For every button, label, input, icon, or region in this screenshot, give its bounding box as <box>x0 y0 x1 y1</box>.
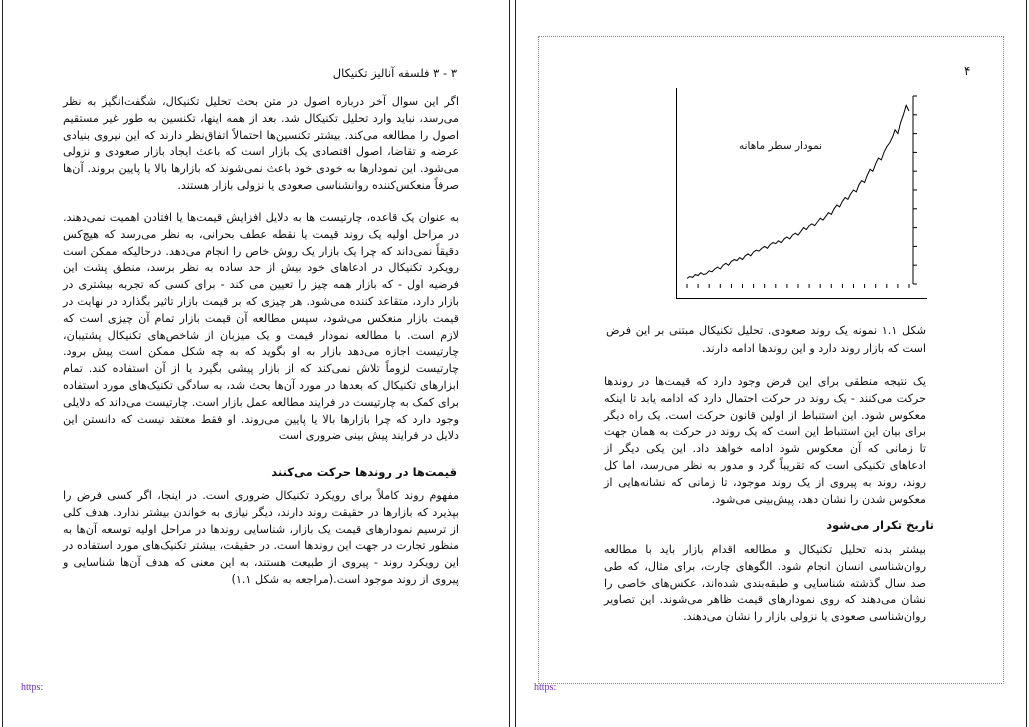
right-page-link[interactable]: https: <box>534 682 557 693</box>
price-chart <box>677 88 927 298</box>
chart-figure <box>676 88 927 299</box>
figure-caption: شکل ۱.۱ نمونه یک روند صعودی. تحلیل تکنیکال مبتنی بر این فرض است که بازار روند دارد و این روندها ادامه دارند. <box>606 324 926 355</box>
left-section-paragraph: مفهوم روند کاملاً برای رویکرد تکنیکال ضروری است. در اینجا، اگر کسی فرض را بپذیرد که بازارها در حقیقت روند دارند، دیگر نیازی به خواندن بیشتر ندارد. هدف کلی از ترسیم نمودارهای قیمت یک بازار، شناسایی روندها در مراحل اولیه توسعه آن‌ها به منظور تجارت در جهت این روندها است. در حقیقت، بیشتر تکنیک‌های مورد استفاده در این رویکرد روند - پیروی از طبیعت هستند، به این معنی که هدف آن‌ها شناسایی و پیروی از روند موجود است.(مراجعه به شکل ۱.۱) <box>63 489 459 586</box>
left-page-header: ٣ - ٣ فلسفه آنالیز تکنیکال <box>332 66 457 80</box>
right-page-number: ۴ <box>964 64 971 78</box>
right-section-heading: تاریخ تکرار می‌شود <box>826 518 934 532</box>
right-paragraph-2: بیشتر بدنه تحلیل تکنیکال و مطالعه اقدام بازار باید با مطالعه روان‌شناسی انسان انجام شود. الگوهای چارت، برای مثال، که طی صد سال گذشته شناسایی و طبقه‌بندی شده‌اند، عکس‌های خاصی را نشان می‌دهند که روی نمودارهای قیمت ظاهر می‌شوند. این تصاویر روان‌شناسی صعودی یا نزولی بازار را نشان می‌دهند. <box>604 543 926 624</box>
chart-title: نمودار سطر ماهانه <box>739 140 823 152</box>
left-page-link[interactable]: https: <box>21 682 44 693</box>
right-paragraph-1: یک نتیجه منطقی برای این فرض وجود دارد که قیمت‌ها در روندها حرکت می‌کنند - یک روند در حرکت احتمال دارد که ادامه یابد تا اینکه معکوس شود. این استنباط از اولین قانون حرکت است. یک راه دیگر برای بیان این استنباط این است که یک روند در حرکت به همان جهت تا زمانی که آن معکوس شود ادامه خواهد داد. این یکی دیگر از ادعاهای تکنیکی است که تقریباً گرد و مدور به نظر می‌رسد، اما کل روند، روند به پیروی از یک روند موجود، تا زمانی که نشانه‌هایی از معکوس شدن را نشان دهد، پیش‌بینی می‌شود. <box>604 375 926 506</box>
left-paragraph-2: به عنوان یک قاعده، چارتیست ها به دلایل افزایش قیمت‌ها یا افتادن اهمیت نمی‌دهند. در مراحل اولیه یک روند قیمت یا نقطه عطف بحرانی، به نظر می‌رسد که هیچ‌کس دقیقاً نمی‌داند که چرا یک بازار یک روش خاص را انجام می‌دهد. درحالیکه ممکن است رویکرد تکنیکال در ادعاهای خود بیش از حد ساده به نظر برسد، منطق پشت این فرضیه اول - که بازار همه چیز را تعیین می کند - برای کسی که تجربه بیشتری در بازار دارد، متقاعد کننده می‌شود. هر چیزی که بر قیمت بازار تاثیر بگذارد در نهایت در قیمت بازار منعکس می‌شود، سپس مطالعه آن قیمت بازار تمام آن چیزی است که لازم است. با مطالعه نمودار قیمت و یک میزبان از شاخص‌های تکنیکال پشتیبان، چارتیست اجازه می‌دهد بازار به او بگوید که به چه شکل ممکن است پیش برود. چارتیست لزوماً تلاش نمی‌کند که از بازار پیشی بگیرد یا از آن استفاده کند. تمام ابزارهای تکنیکال که بعدها در مورد آن‌ها بحث شد، به سادگی تکنیک‌های مورد استفاده برای کمک به چارتیست در فرایند مطالعه عمل بازار است. چارتیست می‌داند که دلایلی وجود دارد که چرا بازارها بالا یا پایین می‌روند. او فقط معتقد نیست که دانستن این دلایل در فرایند پیش بینی ضروری است <box>63 211 459 443</box>
left-paragraph-1: اگر این سوال آخر درباره اصول در متن بحث تحلیل تکنیکال، شگفت‌انگیز به نظر می‌رسد، نباید وارد تحلیل تکنیکال شد. بعد از همه اینها، تکنسین به طور غیر مستقیم اصول را مطالعه می‌کند. بیشتر تکنسین‌ها احتمالاً اتفاق‌نظر دارند که این نیروی بنیادی عرضه و تقاضا، اصول اقتصادی یک بازار است که باعث ایجاد بازار صعودی و نزولی می‌شود. این نمودارها به خودی خود باعث نمی‌شوند که بازارها بالا یا پایین بروند. آن‌ها صرفاً منعکس‌کننده روانشناسی صعودی یا نزولی بازار هستند. <box>63 95 459 192</box>
left-section-heading: قیمت‌ها در روندها حرکت می‌کنند <box>271 465 457 479</box>
left-page <box>2 0 510 727</box>
price-series-line <box>687 105 909 278</box>
right-page <box>515 0 1027 727</box>
